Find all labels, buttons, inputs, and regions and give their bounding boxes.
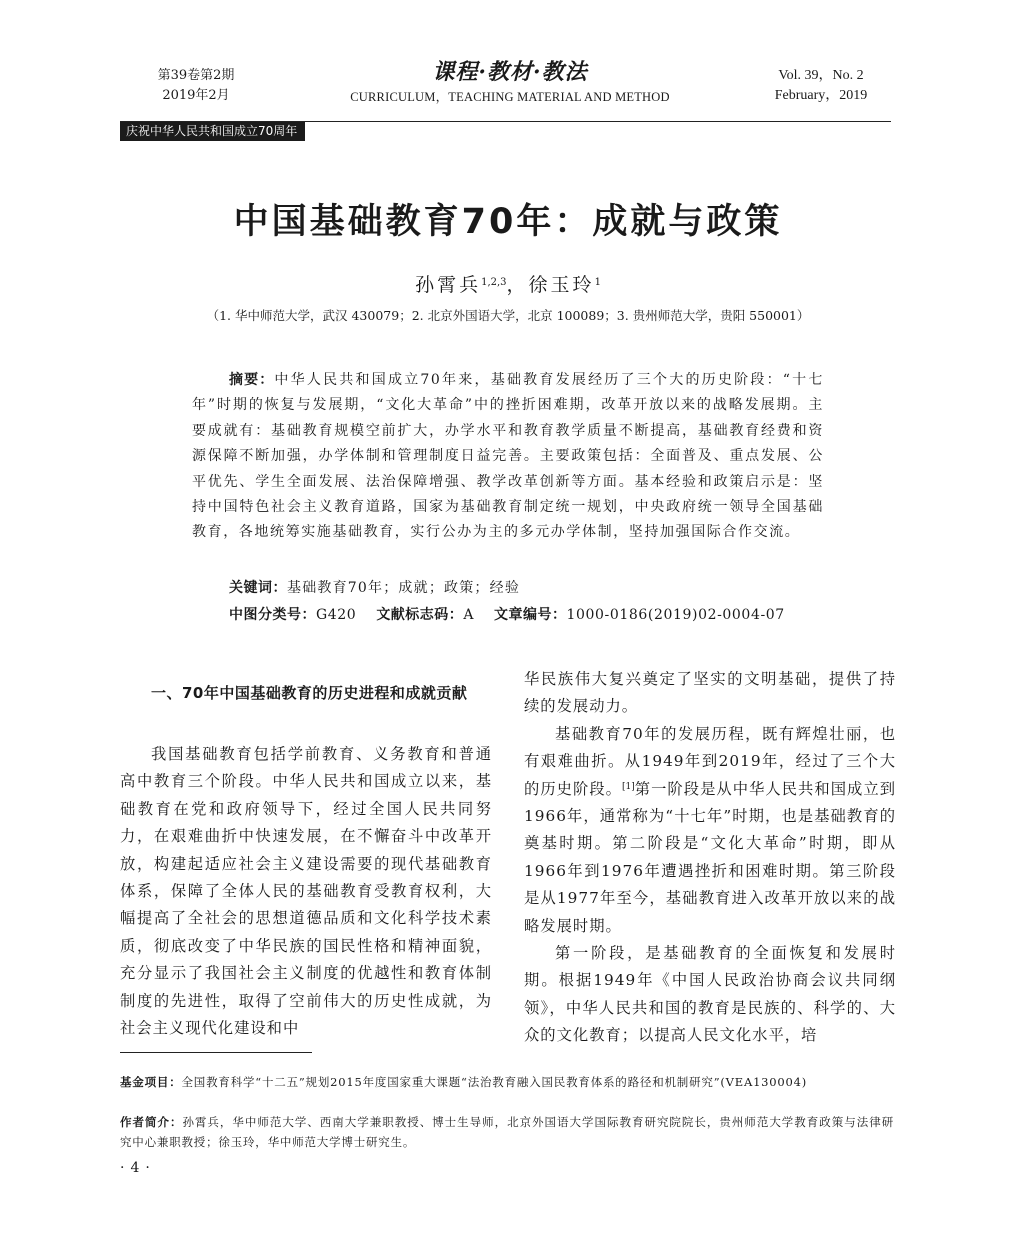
article-no-label: 文章编号： (494, 607, 567, 623)
funding-text: 全国教育科学“十二五”规划2015年度国家重大课题“法治教育融入国民教育体系的路径和机制研究”(VEA130004) (181, 1075, 808, 1089)
paragraph-text: 基础教育70年的发展历程，既有辉煌壮丽，也有艰难曲折。从1949年到2019年，经过了三个大的历史阶段。 (524, 724, 896, 798)
keywords-label: 关键词： (229, 580, 287, 596)
body-column-right (524, 666, 896, 1050)
author-bio-label: 作者简介： (120, 1115, 183, 1129)
column-banner: 庆祝中华人民共和国成立70周年 (120, 122, 305, 141)
abstract-text: 中华人民共和国成立70年来，基础教育发展经历了三个大的历史阶段：“十七年”时期的恢复与发展期，“文化大革命”中的挫折困难期，改革开放以来的战略发展期。主要成就有：基础教育规模空前扩大，办学水平和教育教学质量不断提高，基础教育经费和资源保障不断加强，办学体制和管理制度日益完善。主要政策包括：全面普及、重点发展、公平优先、学生全面发展、法治保障增强、教学改革创新等方面。基本经验和政策启示是：坚持中国特色社会主义教育道路，国家为基础教育制定统一规划，中央政府统一领导全国基础教育，各地统筹实施基础教育，实行公办为主的多元办学体制，坚持加强国际合作交流。 (192, 372, 824, 541)
body-paragraph: 华民族伟大复兴奠定了坚实的文明基础，提供了持续的发展动力。 (524, 670, 896, 716)
author-bio-footnote (120, 1112, 894, 1152)
author-bio-text: 孙霄兵，华中师范大学、西南大学兼职教授、博士生导师，北京外国语大学国际教育研究院院长，贵州师范大学教育政策与法律研究中心兼职教授；徐玉玲，华中师范大学博士研究生。 (120, 1115, 895, 1149)
journal-title-cn: 课程·教材·教法 (432, 59, 588, 85)
journal-title-en: CURRICULUM，TEACHING MATERIAL AND METHOD (350, 90, 670, 104)
page-number: ·4· (120, 1160, 156, 1176)
clc-value: G420 (316, 607, 357, 623)
funding-label: 基金项目： (120, 1075, 182, 1089)
volume-issue-cn: 第39卷第2期 (157, 68, 235, 83)
classification-line (229, 603, 785, 628)
date-cn: 2019年2月 (162, 88, 230, 103)
affiliations: （1. 华中师范大学，武汉 430079；2. 北京外国语大学，北京 100089；3. 贵州师范大学，贵阳 550001） (206, 308, 810, 323)
body-paragraph: 我国基础教育包括学前教育、义务教育和普通高中教育三个阶段。中华人民共和国成立以来，基础教育在党和政府领导下，经过全国人民共同努力，在艰难曲折中快速发展，在不懈奋斗中改革开放，构建起适应社会主义建设需要的现代基础教育体系，保障了全体人民的基础教育受教育权利，大幅提高了全社会的思想道德品质和文化科学技术素质，彻底改变了中华民族的国民性格和精神面貌，充分显示了我国社会主义制度的优越性和教育体制制度的先进性，取得了空前伟大的历史性成就，为社会主义现代化建设和中 (120, 745, 492, 1038)
section-heading: 一、70年中国基础教育的历史进程和成就贡献 (151, 684, 468, 702)
body-paragraph: 第一阶段，是基础教育的全面恢复和发展时期。根据1949年《中国人民政治协商会议共同纲领》，中华人民共和国的教育是民族的、科学的、大众的文化教育；以提高人民文化水平，培 (524, 944, 896, 1045)
date-en: February，2019 (774, 88, 868, 103)
body-paragraph (524, 721, 896, 940)
abstract (192, 368, 824, 546)
journal-issue-en (766, 66, 876, 106)
author-separator: ， (506, 274, 529, 296)
abstract-label: 摘要： (229, 372, 275, 388)
keywords-text: 基础教育70年；成就；政策；经验 (287, 580, 521, 596)
article-title: 中国基础教育70年：成就与政策 (233, 202, 783, 242)
doc-code-value: A (463, 607, 475, 623)
funding-footnote (120, 1072, 894, 1092)
journal-masthead (320, 58, 700, 106)
author-affiliation-marker: 1,2,3 (481, 277, 507, 288)
author-name: 徐玉玲 (528, 274, 595, 296)
footnote-rule (120, 1052, 312, 1053)
article-no-value: 1000-0186(2019)02-0004-07 (566, 607, 785, 623)
citation-ref: [1] (621, 781, 635, 792)
author-name: 孙霄兵 (415, 274, 482, 296)
keywords (229, 576, 520, 601)
volume-issue-en: Vol. 39，No. 2 (778, 68, 864, 83)
clc-label: 中图分类号： (229, 607, 316, 623)
author-affiliation-marker: 1 (594, 277, 601, 288)
paragraph-text: 第一阶段是从中华人民共和国成立到1966年，通常称为“十七年”时期，也是基础教育的奠基时期。第二阶段是“文化大革命”时期，即从1966年到1976年遭遇挫折和困难时期。第三阶段是从1977年至今，基础教育进入改革开放以来的战略发展时期。 (524, 779, 896, 935)
author-line (0, 270, 1016, 300)
doc-code-label: 文献标志码： (376, 607, 464, 623)
body-column-left (120, 741, 492, 1042)
journal-issue-cn (148, 66, 244, 106)
